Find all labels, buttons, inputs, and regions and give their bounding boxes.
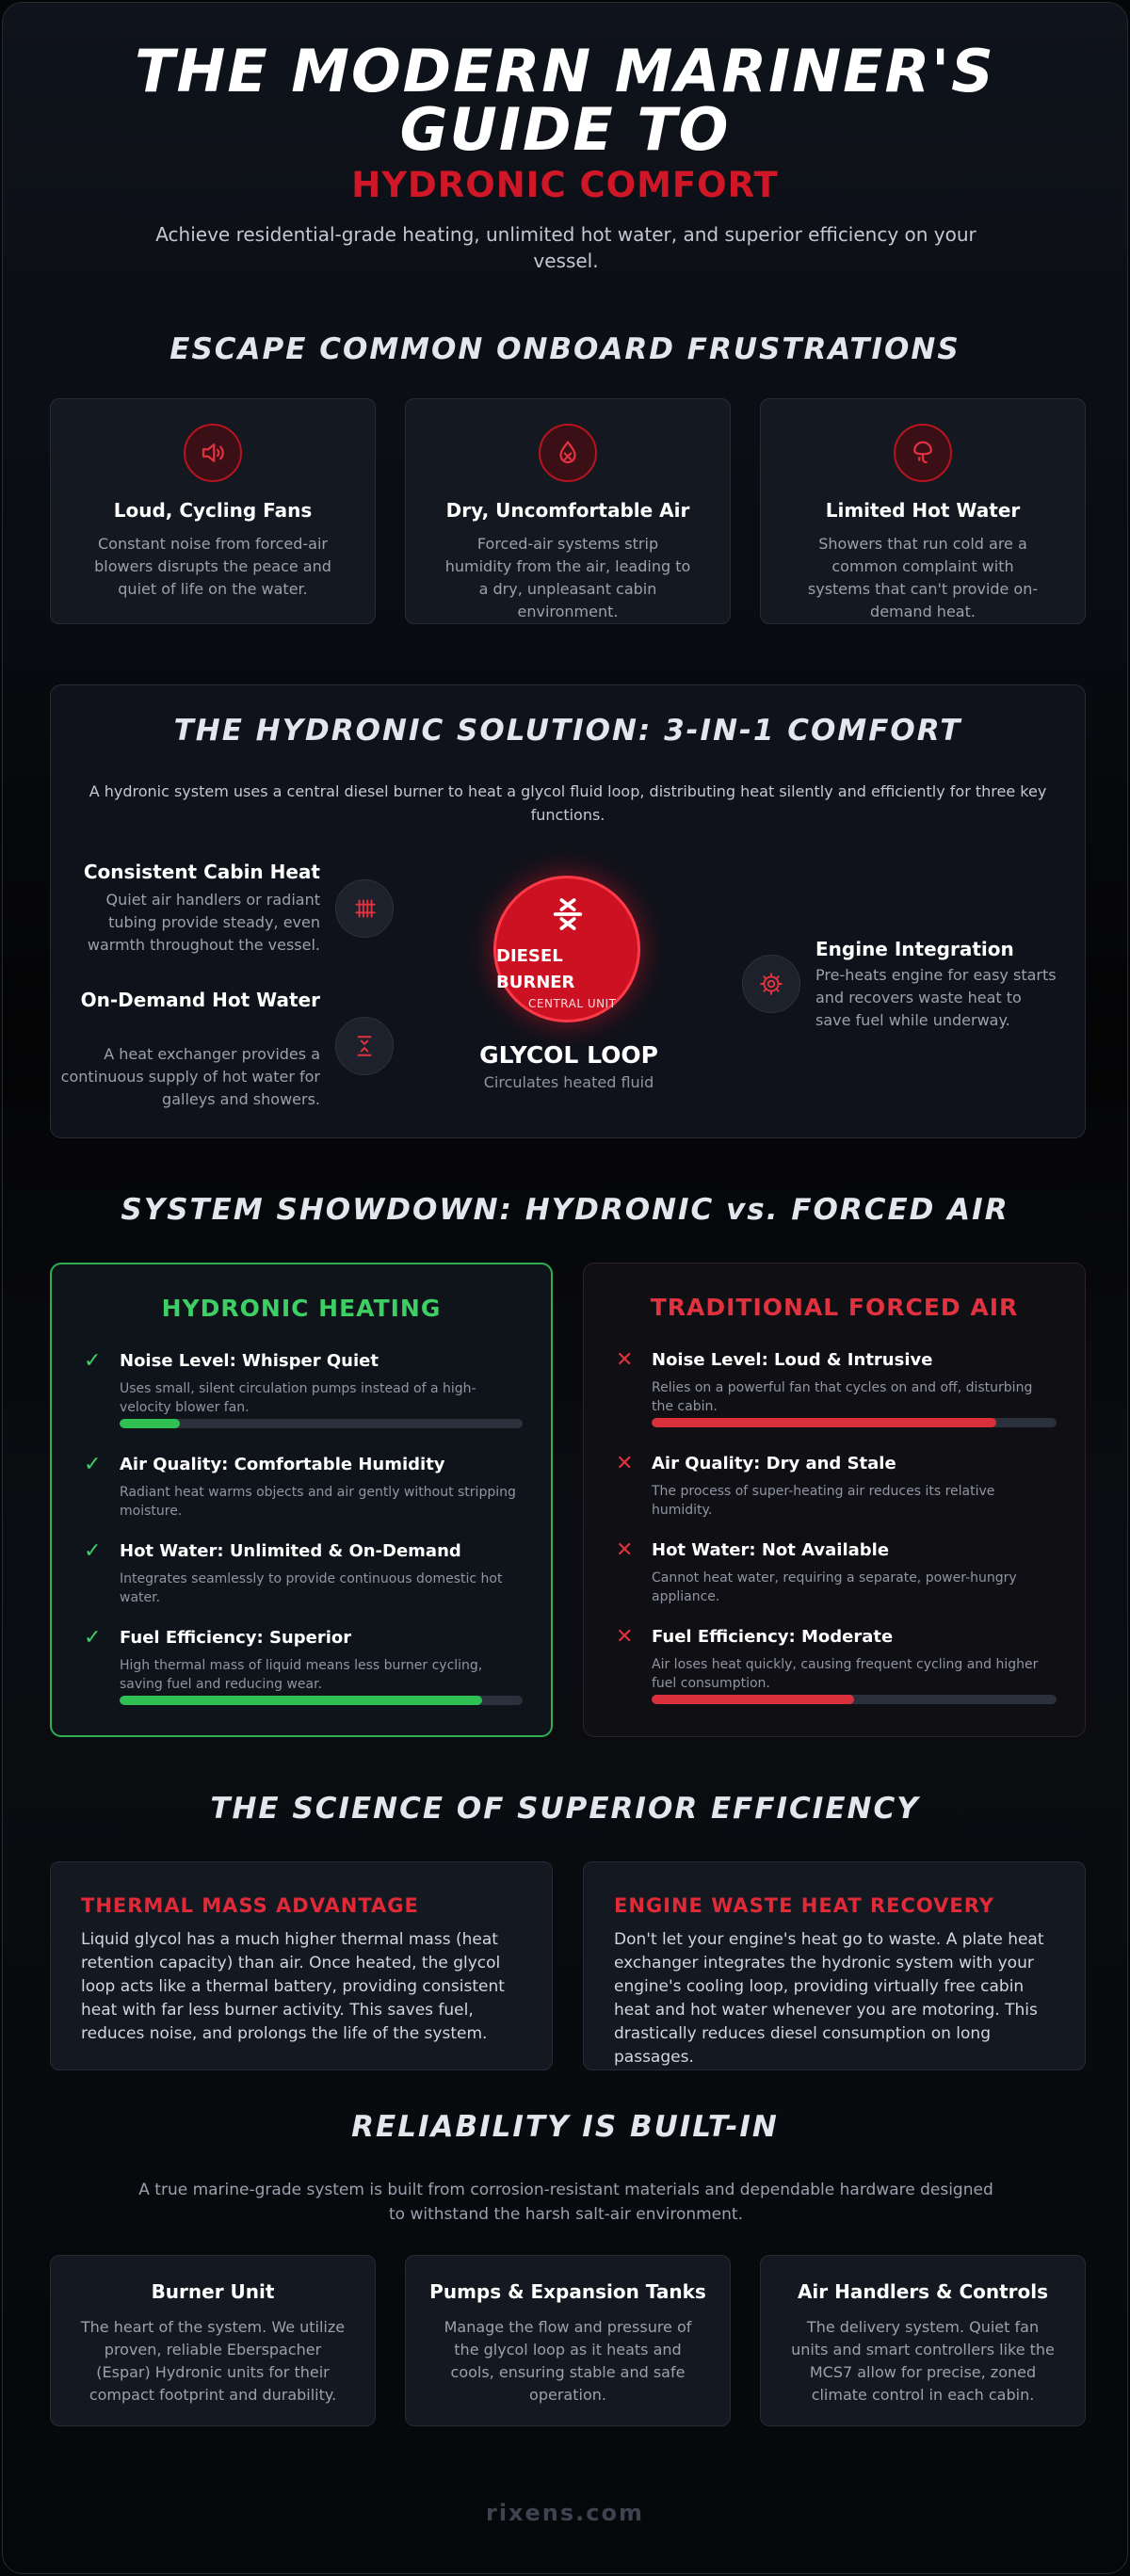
reliability-card-title: Burner Unit — [151, 2280, 275, 2303]
frustration-card-fans — [50, 398, 376, 624]
hydronic-item-description: Radiant heat warms objects and air gently without stripping moisture. — [120, 1485, 516, 1519]
hydronic-efficiency-bar-fill — [120, 1696, 482, 1705]
forced-air-item-description: Cannot heat water, requiring a separate, power-hungry appliance. — [652, 1570, 1017, 1604]
forced-air-noise-bar-fill — [652, 1418, 996, 1427]
solution-title: THE HYDRONIC SOLUTION: 3-IN-1 COMFORT — [173, 714, 962, 748]
footer-link[interactable]: rixens.com — [485, 2500, 645, 2526]
forced-air-item — [616, 1452, 1057, 1520]
hydronic-item-description: Uses small, silent circulation pumps instead of a high-velocity blower fan. — [120, 1381, 476, 1415]
forced-air-item — [616, 1625, 1057, 1693]
solution-panel — [50, 684, 1086, 1138]
forced-air-title: TRADITIONAL FORCED AIR — [650, 1294, 1019, 1321]
hero-title-line1: THE MODERN MARINER'S — [135, 37, 995, 105]
infographic-page — [2, 2, 1128, 2574]
science-card-waste-heat — [583, 1861, 1086, 2070]
burner-label-line2: BURNER — [496, 973, 575, 992]
reliability-card-pumps — [405, 2255, 731, 2426]
frustration-card-hot-water — [760, 398, 1086, 624]
glycol-loop-title: GLYCOL LOOP — [479, 1041, 658, 1069]
hydronic-item — [84, 1453, 523, 1521]
hydronic-item-description: High thermal mass of liquid means less burner cycling, saving fuel and reducing wear. — [120, 1658, 483, 1692]
forced-air-item-description: Relies on a powerful fan that cycles on and off, disturbing the cabin. — [652, 1380, 1033, 1414]
reliability-card-text: The delivery system. Quiet fan units and smart controllers like the MCS7 allow for precise, zoned climate control in each cabin. — [791, 2318, 1055, 2404]
frustrations-title: ESCAPE COMMON ONBOARD FRUSTRATIONS — [170, 332, 960, 366]
forced-air-item-title: Hot Water: Not Available — [652, 1540, 890, 1560]
shower-icon — [894, 424, 952, 482]
reliability-title: RELIABILITY IS BUILT-IN — [351, 2110, 779, 2144]
burner-label-line1: DIESEL — [496, 946, 563, 966]
forced-air-column — [583, 1263, 1086, 1737]
reliability-card-text: The heart of the system. We utilize proven, reliable Eberspacher (Espar) Hydronic units for their compact footprint and durability. — [80, 2318, 346, 2404]
gear-icon — [742, 955, 800, 1013]
science-title: THE SCIENCE OF SUPERIOR EFFICIENCY — [210, 1792, 920, 1826]
frustration-title: Limited Hot Water — [825, 499, 1021, 522]
hydronic-item-title: Air Quality: Comfortable Humidity — [120, 1455, 445, 1474]
glycol-loop-description: Circulates heated fluid — [483, 1073, 654, 1091]
hydronic-item-title: Noise Level: Whisper Quiet — [120, 1351, 379, 1371]
hydronic-item-description: Integrates seamlessly to provide continuous domestic hot water. — [120, 1571, 503, 1605]
science-card-text: Don't let your engine's heat go to waste. A plate heat exchanger integrates the hydronic system with your engine's cooling loop, providing virtually free cabin heat and hot water whenever you are motoring. This drastically reduces diesel consumption on long passages. — [614, 1930, 1044, 2067]
feature-title-engine: Engine Integration — [815, 938, 1014, 960]
hydronic-item-title: Fuel Efficiency: Superior — [120, 1628, 352, 1648]
forced-air-efficiency-bar — [652, 1695, 1057, 1704]
hydronic-item-title: Hot Water: Unlimited & On-Demand — [120, 1541, 461, 1561]
cross-icon: ✕ — [616, 1452, 634, 1475]
check-icon: ✓ — [84, 1349, 102, 1373]
burner-label-line3: CENTRAL UNIT — [528, 997, 617, 1010]
hydronic-column — [50, 1263, 553, 1737]
hydronic-noise-bar — [120, 1419, 523, 1428]
hydronic-item — [84, 1626, 523, 1694]
water-heater-icon — [335, 1017, 394, 1075]
x-circle-icon — [539, 424, 597, 482]
reliability-card-burner — [50, 2255, 376, 2426]
cross-icon: ✕ — [616, 1348, 634, 1372]
feature-title-hot-water: On-Demand Hot Water — [80, 989, 320, 1011]
hydronic-title: HYDRONIC HEATING — [161, 1295, 442, 1322]
hydronic-noise-bar-fill — [120, 1419, 180, 1428]
reliability-card-air-handlers — [760, 2255, 1086, 2426]
frustration-title: Dry, Uncomfortable Air — [445, 499, 690, 522]
radiator-icon — [335, 879, 394, 938]
hero-title-line2: GUIDE TO — [399, 95, 731, 164]
hero-description: Achieve residential-grade heating, unlimited hot water, and superior efficiency on your vessel. — [155, 223, 977, 272]
science-card-text: Liquid glycol has a much higher thermal mass (heat retention capacity) than air. Once heated, the glycol loop acts like a thermal battery, providing consistent heat with far less burner activity. This saves fuel, reduces noise, and prolongs the life of the system. — [81, 1930, 505, 2043]
forced-air-noise-bar — [652, 1418, 1057, 1427]
cross-icon: ✕ — [616, 1538, 634, 1562]
science-card-title: ENGINE WASTE HEAT RECOVERY — [614, 1894, 994, 1917]
forced-air-item-title: Fuel Efficiency: Moderate — [652, 1627, 894, 1647]
frustration-description: Showers that run cold are a common complaint with systems that can't provide on-demand heat. — [807, 535, 1039, 620]
science-card-title: THERMAL MASS ADVANTAGE — [81, 1894, 419, 1917]
flame-icon — [549, 895, 587, 937]
hydronic-efficiency-bar — [120, 1696, 523, 1705]
reliability-description: A true marine-grade system is built from corrosion-resistant materials and dependable hardware designed to withstand the harsh salt-air environment. — [138, 2181, 993, 2224]
frustration-title: Loud, Cycling Fans — [113, 499, 313, 522]
frustration-description: Forced-air systems strip humidity from the air, leading to a dry, unpleasant cabin environment. — [444, 535, 691, 620]
feature-description-cabin-heat: Quiet air handlers or radiant tubing provide steady, even warmth throughout the vessel. — [87, 891, 320, 954]
forced-air-item-description: The process of super-heating air reduces its relative humidity. — [652, 1484, 995, 1518]
hero-subtitle: HYDRONIC COMFORT — [351, 165, 779, 205]
frustration-card-air — [405, 398, 731, 624]
check-icon: ✓ — [84, 1539, 102, 1563]
feature-description-engine: Pre-heats engine for easy starts and recovers waste heat to save fuel while underway. — [815, 966, 1057, 1029]
solution-description: A hydronic system uses a central diesel burner to heat a glycol fluid loop, distributing heat silently and efficiently for three key functions. — [89, 782, 1047, 824]
diesel-burner — [493, 876, 640, 1022]
hero-title — [3, 37, 1127, 164]
feature-title-cabin-heat: Consistent Cabin Heat — [83, 861, 320, 883]
speaker-icon — [184, 424, 242, 482]
reliability-card-title: Air Handlers & Controls — [797, 2280, 1049, 2303]
reliability-card-title: Pumps & Expansion Tanks — [429, 2280, 706, 2303]
cross-icon: ✕ — [616, 1625, 634, 1649]
reliability-card-text: Manage the flow and pressure of the glycol loop as it heats and cools, ensuring stable and safe operation. — [444, 2318, 692, 2404]
forced-air-item — [616, 1538, 1057, 1606]
check-icon: ✓ — [84, 1453, 102, 1476]
showdown-title: SYSTEM SHOWDOWN: HYDRONIC vs. FORCED AIR — [121, 1193, 1009, 1227]
forced-air-item-title: Air Quality: Dry and Stale — [652, 1454, 896, 1473]
check-icon: ✓ — [84, 1626, 102, 1650]
forced-air-efficiency-bar-fill — [652, 1695, 854, 1704]
forced-air-item-description: Air loses heat quickly, causing frequent cycling and higher fuel consumption. — [652, 1657, 1039, 1691]
feature-description-hot-water: A heat exchanger provides a continuous supply of hot water for galleys and showers. — [60, 1045, 320, 1108]
science-card-thermal-mass — [50, 1861, 553, 2070]
forced-air-item — [616, 1348, 1057, 1416]
forced-air-item-title: Noise Level: Loud & Intrusive — [652, 1350, 933, 1370]
frustration-description: Constant noise from forced-air blowers disrupts the peace and quiet of life on the water. — [94, 535, 331, 598]
hydronic-item — [84, 1539, 523, 1607]
hydronic-item — [84, 1349, 523, 1417]
